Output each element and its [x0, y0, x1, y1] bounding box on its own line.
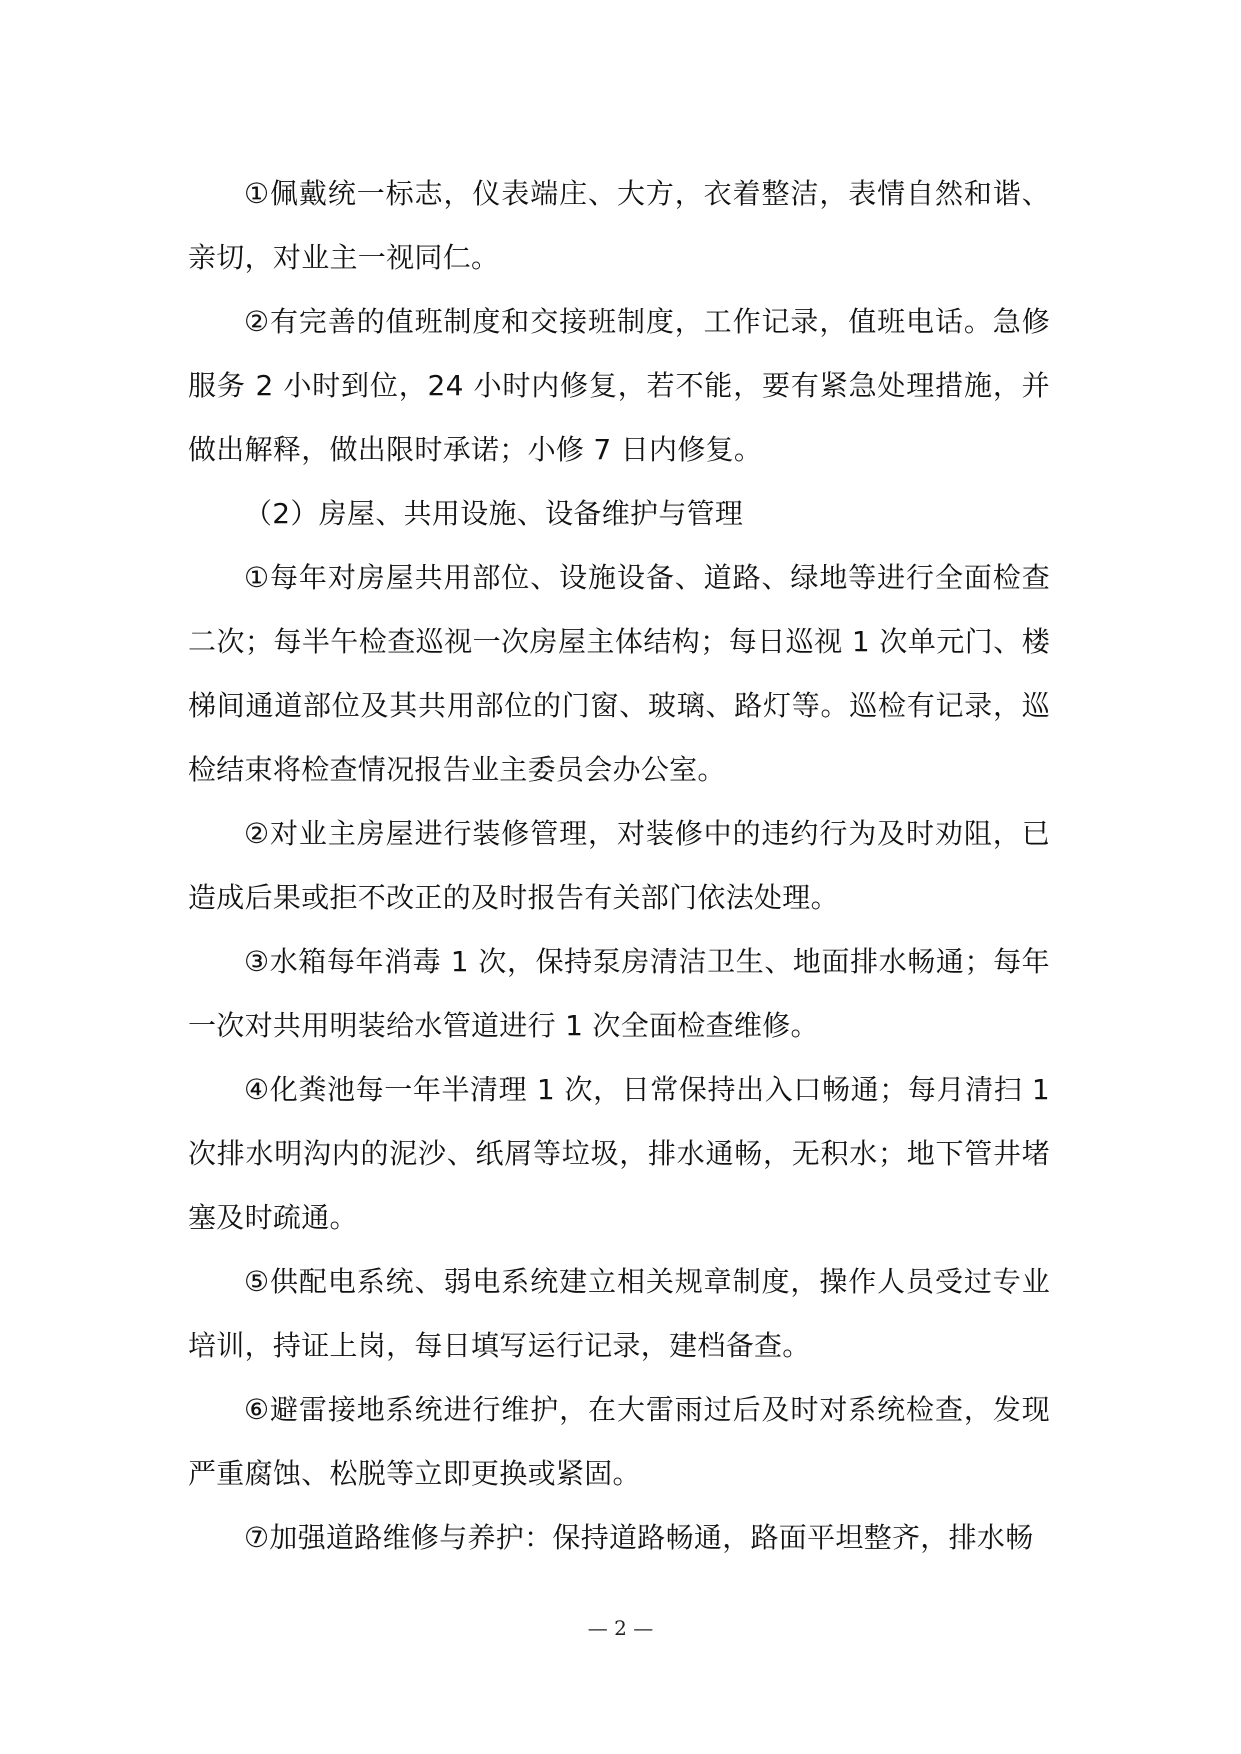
- paragraph-uniform-badge: ①佩戴统一标志，仪表端庄、大方，衣着整洁，表情自然和谐、亲切，对业主一视同仁。: [188, 177, 1050, 274]
- paragraph-lightning-protection: ⑥避雷接地系统进行维护，在大雷雨过后及时对系统检查，发现严重腐蚀、松脱等立即更换或紧固。: [188, 1393, 1050, 1490]
- paragraph-annual-inspection: ①每年对房屋共用部位、设施设备、道路、绿地等进行全面检查二次；每半午检查巡视一次房屋主体结构；每日巡视 1 次单元门、楼梯间通道部位及其共用部位的门窗、玻璃、路灯等。巡检有记录，巡检结束将检查情况报告业主委员会办公室。: [188, 561, 1050, 786]
- paragraph-road-maintenance: ⑦加强道路维修与养护：保持道路畅通，路面平坦整齐，排水畅: [244, 1521, 1034, 1554]
- paragraph-duty-system: ②有完善的值班制度和交接班制度，工作记录，值班电话。急修服务 2 小时到位，24 小时内修复，若不能，要有紧急处理措施，并做出解释，做出限时承诺；小修 7 日内修复。: [188, 305, 1050, 466]
- paragraph-power-system: ⑤供配电系统、弱电系统建立相关规章制度，操作人员受过专业培训，持证上岗，每日填写运行记录，建档备查。: [188, 1265, 1050, 1362]
- page-number: — 2 —: [587, 1616, 654, 1640]
- document-body: [188, 162, 1050, 1570]
- paragraph-renovation-management: ②对业主房屋进行装修管理，对装修中的违约行为及时劝阻，已造成后果或拒不改正的及时报告有关部门依法处理。: [188, 817, 1050, 914]
- paragraph-water-tank: ③水箱每年消毒 1 次，保持泵房清洁卫生、地面排水畅通；每年一次对共用明装给水管道进行 1 次全面检查维修。: [188, 945, 1050, 1042]
- paragraph-septic-tank: ④化粪池每一年半清理 1 次，日常保持出入口畅通；每月清扫 1 次排水明沟内的泥沙、纸屑等垃圾，排水通畅，无积水；地下管井堵塞及时疏通。: [188, 1073, 1050, 1234]
- section-heading-maintenance: （2）房屋、共用设施、设备维护与管理: [244, 497, 744, 530]
